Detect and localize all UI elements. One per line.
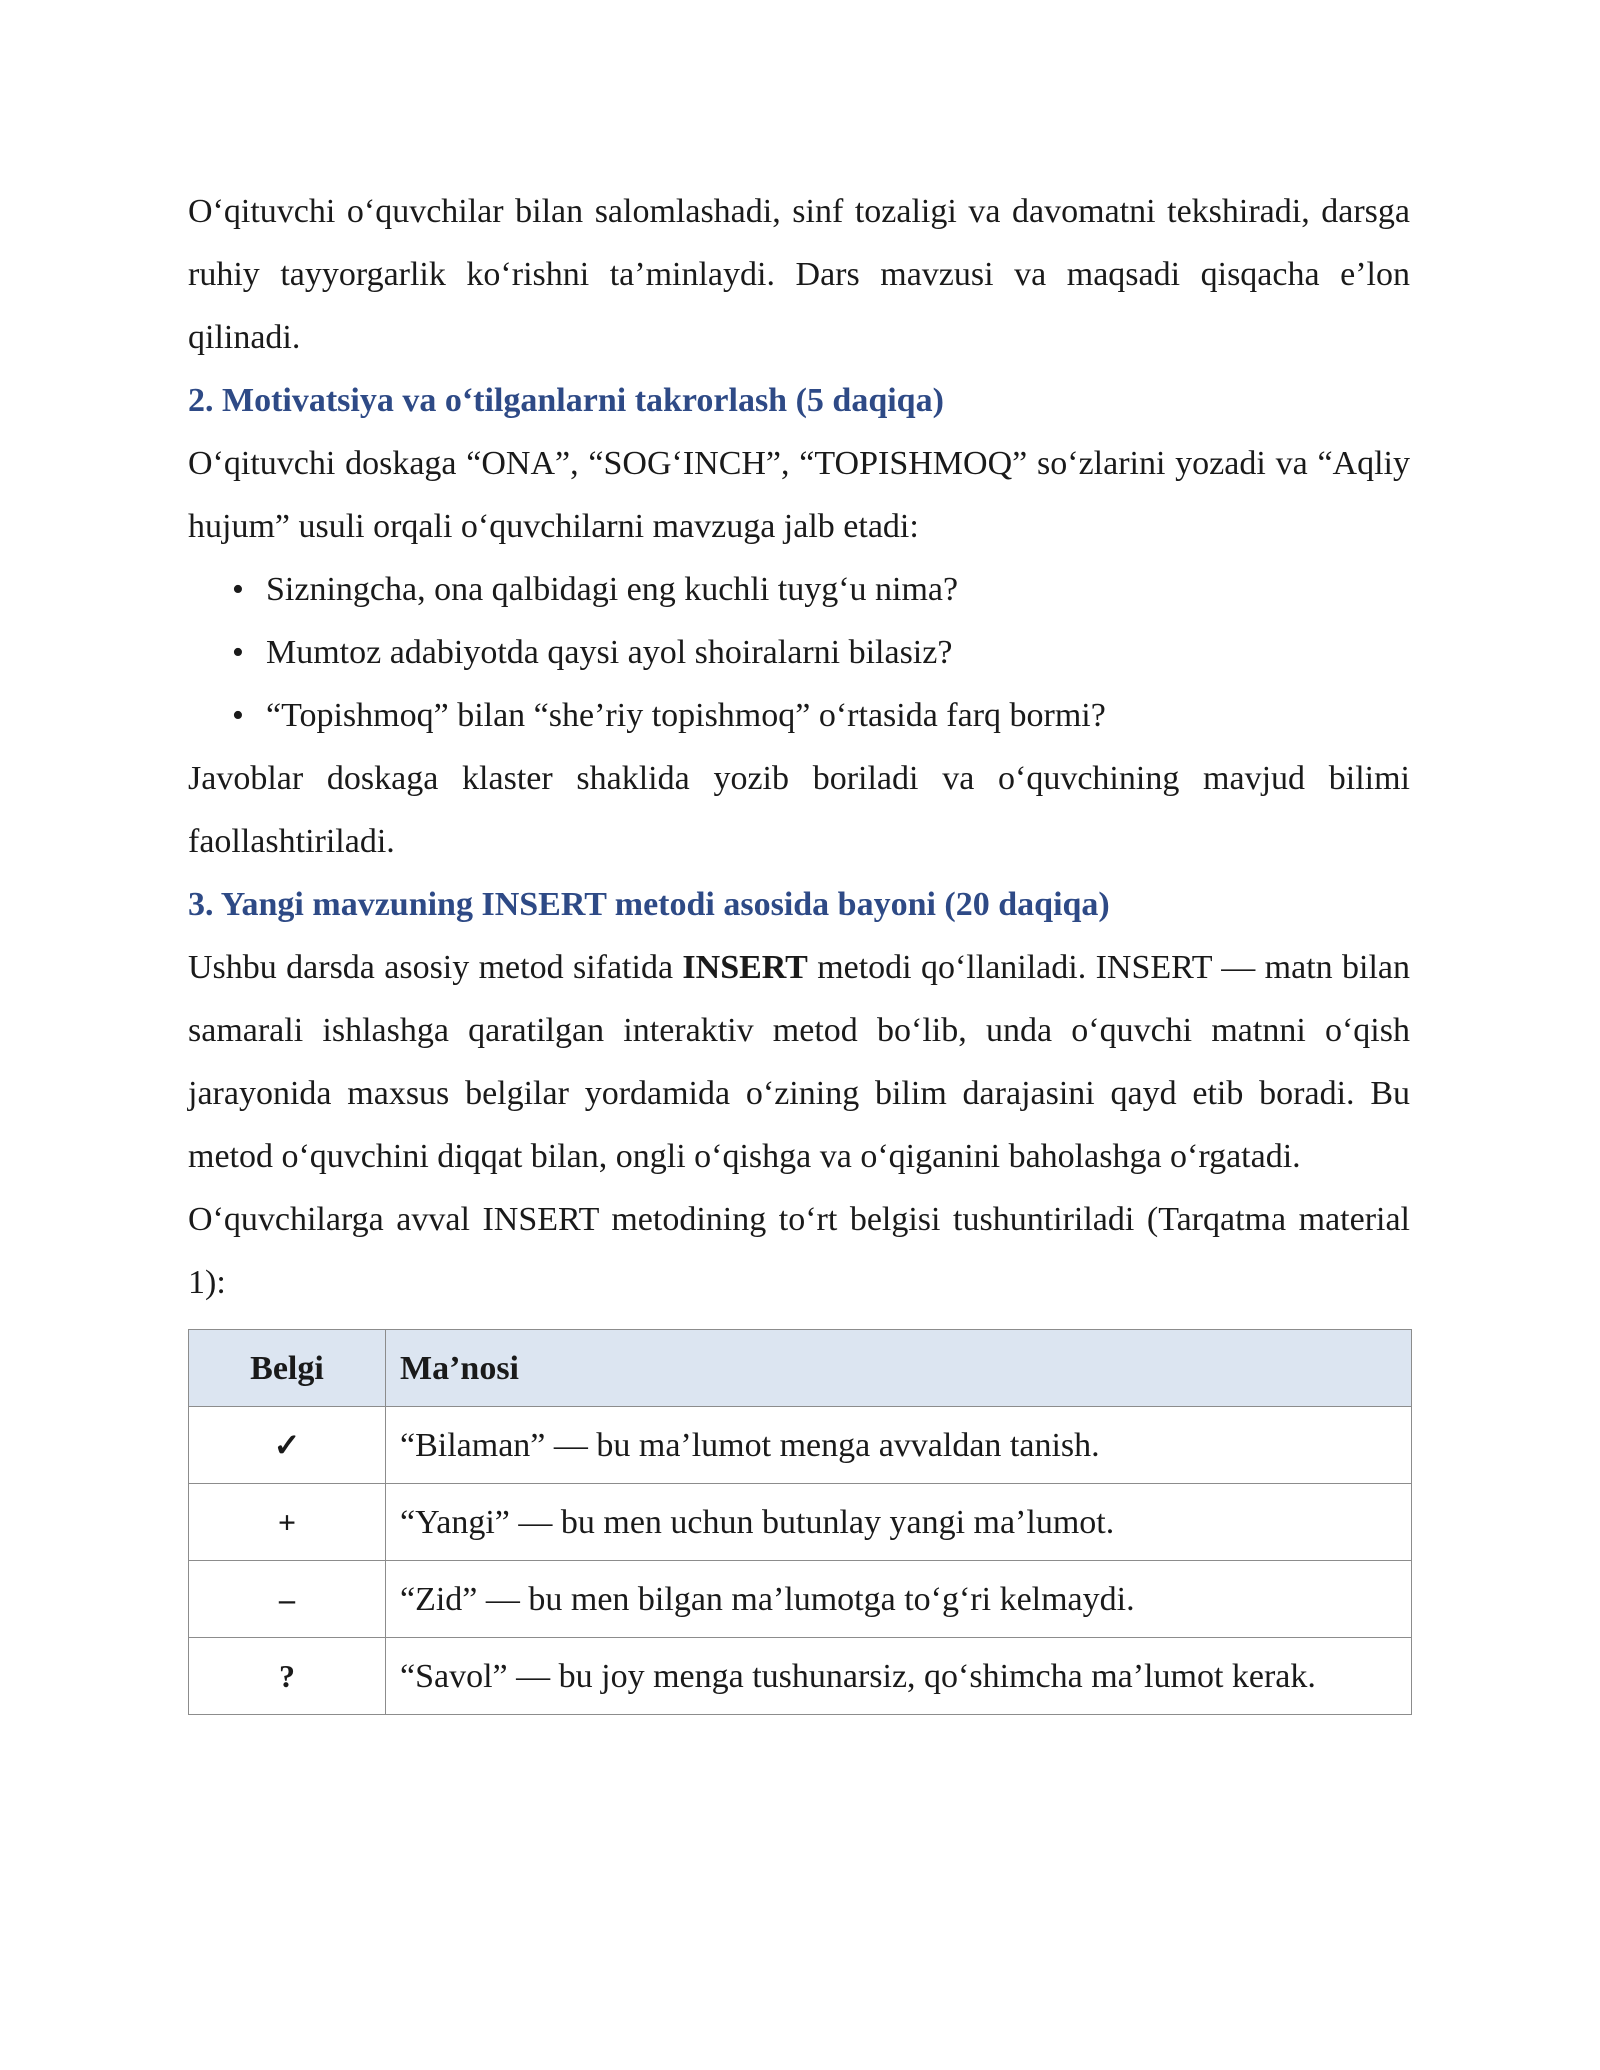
question-mark-icon: ? — [189, 1638, 386, 1715]
question-text: Mumtoz adabiyotda qaysi ayol shoiralarni bilasiz? — [266, 634, 953, 671]
meaning-cell: “Bilaman” — bu ma’lumot menga avvaldan tanish. — [386, 1407, 1412, 1484]
table-row — [189, 1638, 1412, 1715]
section-3-heading: 3. Yangi mavzuning INSERT metodi asosida bayoni (20 daqiqa) — [188, 886, 1110, 923]
paragraph-text: Ushbu darsda asosiy metod sifatida — [188, 949, 683, 986]
table-row — [189, 1407, 1412, 1484]
section-2-paragraph-2: Javoblar doskaga klaster shaklida yozib boriladi va o‘quvchining mavjud bilimi faollashtiriladi. — [188, 760, 1410, 860]
check-icon: ✓ — [189, 1407, 386, 1484]
question-list — [188, 558, 1410, 747]
question-text: Sizningcha, ona qalbidagi eng kuchli tuyg‘u nima? — [266, 571, 959, 608]
insert-bold-term: INSERT — [682, 949, 808, 986]
question-item — [188, 558, 1410, 621]
table-header-row — [189, 1330, 1412, 1407]
bullet-icon: • — [232, 634, 244, 671]
bullet-icon: • — [232, 571, 244, 608]
bullet-icon: • — [232, 697, 244, 734]
question-text: “Topishmoq” bilan “she’riy topishmoq” o‘rtasida farq bormi? — [266, 697, 1106, 734]
meaning-cell: “Yangi” — bu men uchun butunlay yangi ma’lumot. — [386, 1484, 1412, 1561]
section-2-heading: 2. Motivatsiya va o‘tilganlarni takrorlash (5 daqiqa) — [188, 382, 944, 419]
question-item — [188, 621, 1410, 684]
header-meaning: Ma’nosi — [386, 1330, 1412, 1407]
section-3-paragraph-1 — [188, 936, 1410, 1188]
header-symbol: Belgi — [189, 1330, 386, 1407]
section-2-paragraph-1: O‘qituvchi doskaga “ONA”, “SOG‘INCH”, “TOPISHMOQ” so‘zlarini yozadi va “Aqliy hujum” usuli orqali o‘quvchilarni mavzuga jalb etadi: — [188, 445, 1410, 545]
table-row — [189, 1484, 1412, 1561]
document-body — [188, 180, 1410, 1715]
meaning-cell: “Zid” — bu men bilgan ma’lumotga to‘g‘ri kelmaydi. — [386, 1561, 1412, 1638]
paragraph-text: metodi qo‘llaniladi. INSERT — matn bilan samarali ishlashga qaratilgan interaktiv metod bo‘lib, unda o‘quvchi matnni o‘qish jarayonida maxsus belgilar yordamida o‘zining bilim darajasini qayd etib boradi. Bu metod o‘quvchini diqqat bilan, ongli o‘qishga va o‘qiganini baholashga o‘rgatadi. — [188, 949, 1410, 1175]
minus-icon: – — [189, 1561, 386, 1638]
intro-paragraph: O‘qituvchi o‘quvchilar bilan salomlashadi, sinf tozaligi va davomatni tekshiradi, darsga ruhiy tayyorgarlik ko‘rishni ta’minlaydi. Dars mavzusi va maqsadi qisqacha e’lon qilinadi. — [188, 193, 1410, 356]
section-3-paragraph-2: O‘quvchilarga avval INSERT metodining to‘rt belgisi tushuntiriladi (Tarqatma material 1): — [188, 1201, 1410, 1301]
insert-symbols-table — [188, 1329, 1412, 1715]
meaning-cell: “Savol” — bu joy menga tushunarsiz, qo‘shimcha ma’lumot kerak. — [386, 1638, 1412, 1715]
plus-icon: + — [189, 1484, 386, 1561]
question-item — [188, 684, 1410, 747]
table-row — [189, 1561, 1412, 1638]
